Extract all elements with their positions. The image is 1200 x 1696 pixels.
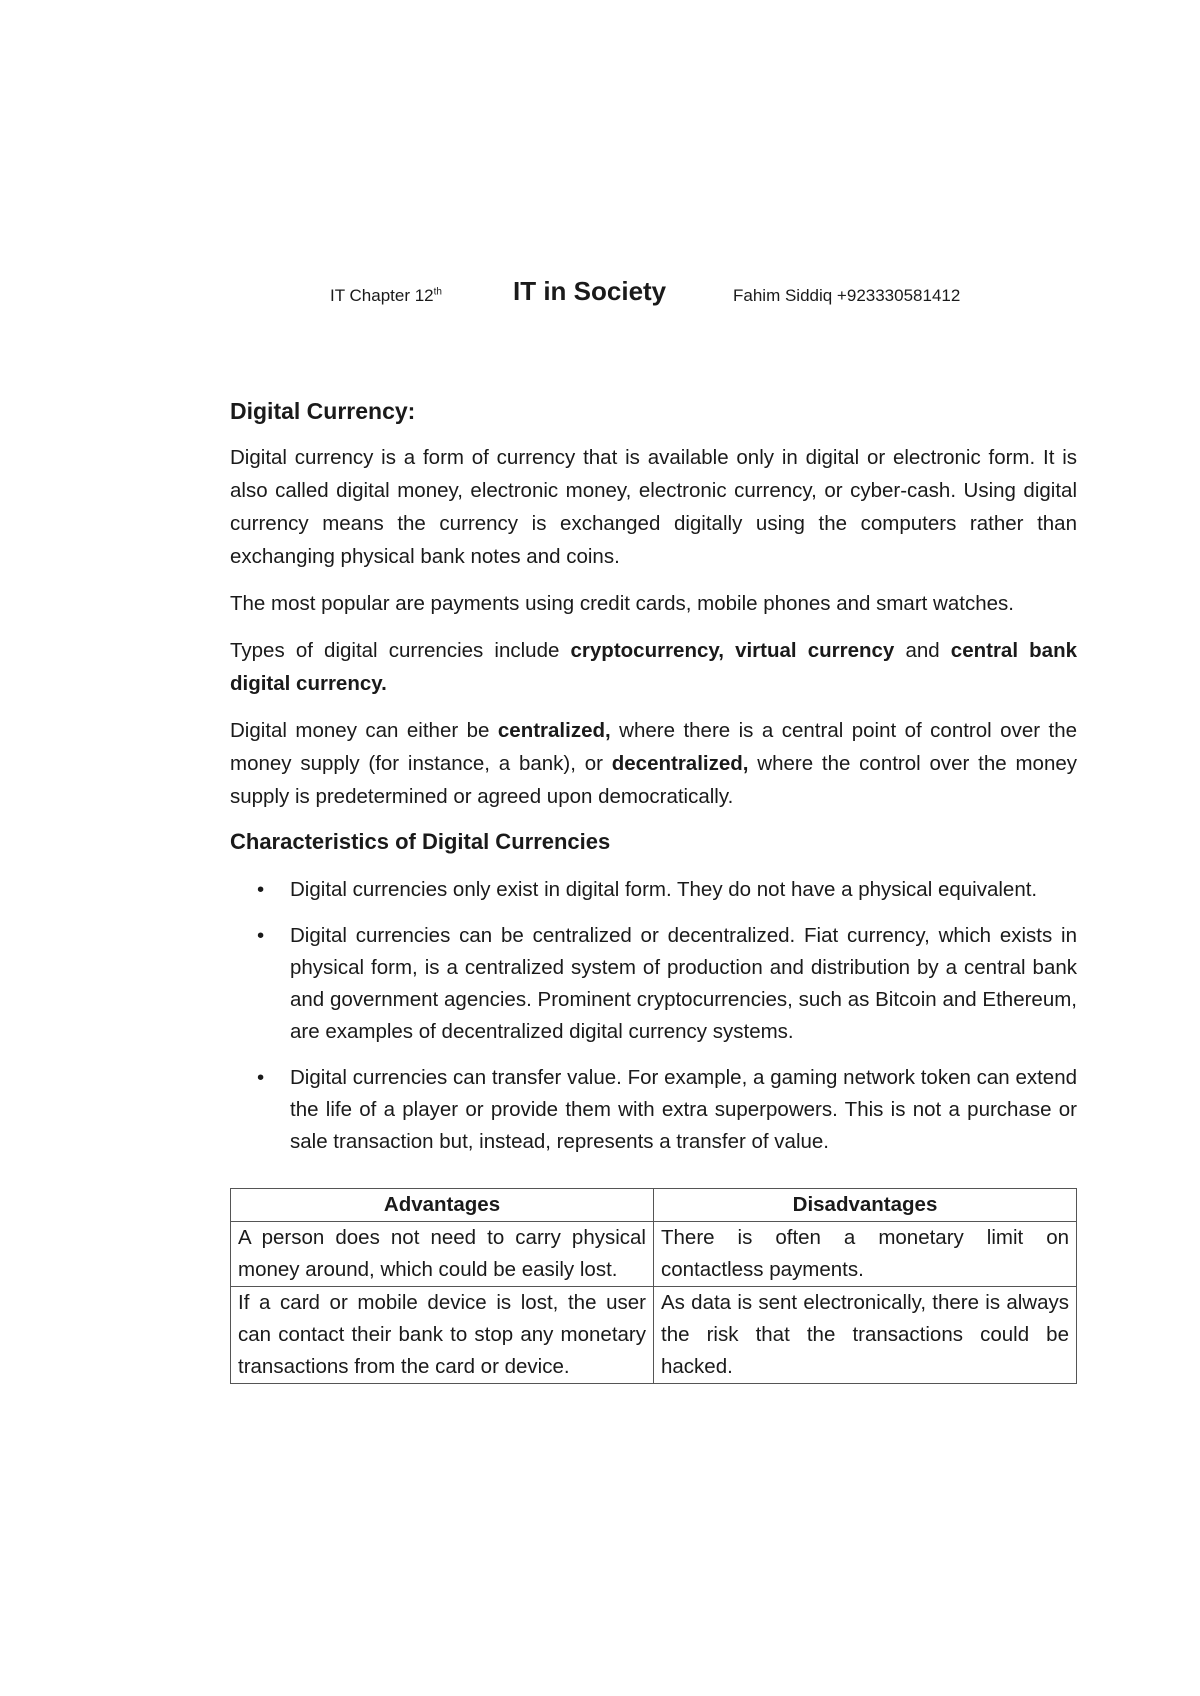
table-cell: As data is sent electronically, there is always the risk that the transactions could be hacked. [654, 1286, 1077, 1383]
main-content [230, 395, 1077, 1384]
bullet-icon: • [257, 1065, 265, 1089]
list-item: • Digital currencies only exist in digital form. They do not have a physical equivalent. [230, 874, 1077, 906]
table-header-row [231, 1188, 1077, 1221]
paragraph-centralization: Digital money can either be centralized, where there is a central point of control over the money supply (for instance, a bank), or decentralized, where the control over the money supply is predetermined or agreed upon democratically. [230, 719, 1077, 809]
table-cell: If a card or mobile device is lost, the user can contact their bank to stop any monetary transactions from the card or device. [231, 1286, 654, 1383]
header-title: IT in Society [513, 276, 667, 306]
characteristics-list [230, 874, 1077, 1158]
table-cell: A person does not need to carry physical money around, which could be easily lost. [231, 1221, 654, 1286]
header-chapter-suffix: th [433, 286, 442, 298]
bold-decentralized: decentralized, [611, 752, 749, 776]
paragraph-types: Types of digital currencies include cryptocurrency, virtual currency and central bank digital currency. [230, 639, 1077, 696]
page-header [0, 276, 1200, 316]
bold-centralized: centralized, [497, 719, 611, 743]
section-title: Digital Currency: [230, 398, 416, 424]
column-header-advantages: Advantages [231, 1188, 654, 1221]
table-row [231, 1221, 1077, 1286]
list-item: • Digital currencies can transfer value. For example, a gaming network token can extend the life of a player or provide them with extra superpowers. This is not a purchase or sale transaction but, instead, represents a transfer of value. [230, 1062, 1077, 1158]
paragraph-definition: Digital currency is a form of currency that is available only in digital or electronic form. It is also called digital money, electronic money, electronic currency, or cyber-cash. Using digital currency means the currency is exchanged digitally using the computers rather than exchanging physical bank notes and coins. [230, 446, 1077, 569]
list-item: • Digital currencies can be centralized or decentralized. Fiat currency, which exists in physical form, is a centralized system of production and distribution by a central bank and government agencies. Prominent cryptocurrencies, such as Bitcoin and Ethereum, are examples of decentralized digital currency systems. [230, 920, 1077, 1048]
bold-crypto-virtual: cryptocurrency, virtual currency [570, 639, 895, 663]
bullet-icon: • [257, 923, 265, 947]
column-header-disadvantages: Disadvantages [654, 1188, 1077, 1221]
header-author: Fahim Siddiq +923330581412 [733, 286, 961, 305]
advantages-table [230, 1188, 1077, 1384]
bold-cbdc: central bank digital currency. [230, 639, 1077, 696]
table-row [231, 1286, 1077, 1383]
characteristics-title: Characteristics of Digital Currencies [230, 829, 611, 855]
paragraph-popular-payments: The most popular are payments using credit cards, mobile phones and smart watches. [230, 592, 1014, 616]
bullet-icon: • [257, 877, 265, 901]
table-cell: There is often a monetary limit on contactless payments. [654, 1221, 1077, 1286]
header-chapter: IT Chapter 12th [330, 286, 442, 305]
